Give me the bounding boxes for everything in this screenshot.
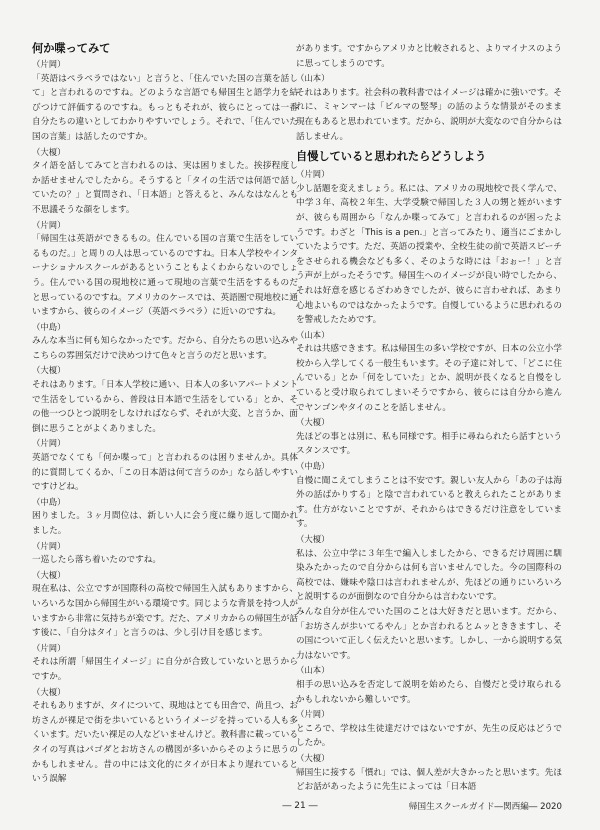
section-heading: 何か喋ってみて (32, 42, 111, 55)
publication-title: 帰国生スクールガイド―関西編― 2020 (408, 802, 562, 812)
dialogue-text: それはあります。「日本人学校に通い、日本人の多いアパートメントで生活をしているから、普段は日本語で生活をしている」とか、その他一つひとつ説明をしなければならず、それが大変、と言うか、面倒に思うことがよくありました。 (32, 380, 298, 434)
speaker-label: （片岡） (32, 438, 66, 449)
speaker-label: （大榎） (296, 752, 330, 763)
speaker-label: （大榎） (296, 417, 330, 428)
right-dialogue-pre (296, 71, 562, 144)
speaker-label: （中島） (32, 321, 66, 332)
dialogue-text: それは所謂「帰国生イメージ」に自分が合致していないと思うからですか。 (32, 657, 298, 682)
dialogue-text: みんな自分が住んでいた国のことは大好きだと思います。だから、「お坊さんが歩いてるやん」とか言われるとムッとききますし、その国について正しく伝えたいと思います。しかし、一から説明する気力はないです。 (296, 606, 562, 661)
dialogue-text: それはあります。社会科の教科書ではイメージは確かに強いです。それに、ミャンマーは「ビルマの竪琴」の話のような情景がそのまま現在もあると思われています。だから、説明が大変なので自分からは話しません。 (296, 87, 562, 142)
speaker-label: （中島） (32, 496, 66, 507)
speaker-label: （片岡） (32, 59, 66, 69)
dialogue-text: みんな本当に何も知らなかったです。だから、自分たちの思い込みやこちらの雰囲気だけで決めつけて色々と言うのだと思います。 (32, 336, 298, 361)
dialogue-text: 少し話題を変えましょう。私には、アメリカの現地校で長く学んで、中学３年、高校２年生、大学受験で帰国した３人の甥と姪がいますが、彼らも周囲から「なんか喋ってみて」と言われるのが困ったようです。わざと「This is a pen.」と言ってみたり、適当にごまかしていたようです。ただ、英語の授業や、全校生徒の前で英語スピーチをさせられる機会なども多く、そのような時には「おぉー！」と言う声が上がったそうです。帰国生へのイメージが良い時でしたから、それは好意を感じるざわめきでしたが、彼らに言わせれば、あまり心地よいものではなかったようです。自慢しているように思われるのを警戒したためです。 (296, 183, 562, 326)
dialogue-text: 私は、公立中学に３年生で編入しましたから、できるだけ周囲に馴染みたかったので自分からは何も言いませんでした。今の国際科の高校では、嫌味や陰口は言われませんが、先ほどの通りにいろいろと説明するのが面倒なので自分からは言わないです。 (296, 548, 562, 603)
dialogue-text: 「英語はペラペラではない」と言うと、「住んでいた国の言葉を話して」と言われるのですね。どのような言語でも帰国生と語学力を結びつけて評価するのですね。もっともそれが、彼らにとっては一番自分たちの違いとしてわかりやすいでしょう。それで、「住んでいた国の言葉」は話したのですか。 (32, 73, 298, 142)
speaker-label: （片岡） (32, 540, 66, 551)
dialogue-text: 一巡したら落ち着いたのですね。 (32, 555, 161, 566)
dialogue-text: 相手の思い込みを否定して説明を始めたら、自慢だと受け取られるかもしれないから難しいです。 (296, 679, 562, 705)
speaker-label: （大榎） (296, 534, 330, 544)
page-number: ― 21 ― (282, 801, 318, 811)
speaker-label: （山本） (296, 665, 330, 676)
speaker-label: （片岡） (296, 709, 330, 720)
dialogue-text: 帰国生に接する「慣れ」では、個人差が大きかったと思います。先ほどお話があったように先生によっては「日本語 (296, 767, 562, 793)
dialogue-text: 困りました。３ヶ月間位は、新しい人に会う度に繰り返して聞かれました。 (32, 511, 298, 536)
dialogue-text: 先ほどの事とは別に、私も同様です。相手に尋ねられたら話すというスタンスです。 (296, 431, 562, 457)
speaker-label: （大榎） (32, 365, 66, 376)
dialogue-text: があります。ですからアメリカと比較されると、よりマイナスのように思ってしまうのです。 (296, 44, 562, 69)
dialogue-text: 現在私は、公立ですが国際科の高校で帰国生入試もありますから、いろいろな国から帰国生がいる環境です。同じような背景を持つ人がいますから非常に気持ちが楽です。だた、アメリカからの帰国生が話す後に、「自分はタイ」と言うのは、少し引け目を感じます。 (32, 584, 298, 639)
right-column (296, 42, 562, 795)
dialogue-text: 英語でなくても「何か喋って」と言われるのは困りませんか。具体的に質問してくるか、「この日本語は何て言うのか」なら話しやすいですけどね。 (32, 453, 298, 493)
speaker-label: （大榎） (32, 569, 66, 580)
left-column (32, 42, 298, 787)
speaker-label: （大榎） (32, 146, 66, 157)
section-heading: 自慢していると思われたらどうしよう (296, 150, 487, 164)
dialogue-text: ところで、学校は生徒達だけではないですが、先生の反応はどうでしたか。 (296, 723, 562, 749)
speaker-label: （片岡） (32, 642, 66, 653)
speaker-label: （山本） (296, 329, 330, 340)
dialogue-text: 自慢に聞こえてしまうことは不安です。親しい友人から「あの子は海外の話ばかりする」と陰で言われていると教えられたことがあります。仕方がないことですが、それからはできるだけ注意をしています。 (296, 475, 562, 530)
right-dialogue (296, 167, 562, 795)
dialogue-text: タイ語を話してみてと言われるのは、実は困りました。挨拶程度しか話せませんでしたから。そうすると「タイの生活では何語で話していたの？」と質問され、「日本語」と答えると、みんなはなんとも不思議そうな顔をします。 (32, 161, 298, 215)
dialogue-text: それは共感できます。私は帰国生の多い学校ですが、日本の公立小学校から入学してくる一般生もいます。その子達に対して、「どこに住んでいる」とか「何をしていた」とか、説明が長くなると自慢をしていると受け取られてしまいそうですから、彼らには自分から進んでヤンゴンやタイのことを話しません。 (296, 344, 562, 413)
speaker-label: （片岡） (296, 169, 330, 180)
speaker-label: （大榎） (32, 686, 66, 697)
dialogue-text: 「帰国生は英語ができるもの。住んでいる国の言葉で生活をしているものだ。」と周りの人は思っているのですね。日本人学校やインターナショナルスクールがあるということもよくわからないのでしょう。住んでいる国の現地校に通って現地の言葉で生活をするものだと思っているのですね。アメリカのケースでは、英語圏で現地校に通いますから、彼らのイメージ（英語ペラペラ）に近いのですね。 (32, 234, 298, 318)
dialogue-text: それもありますが、タイについて、現地はとても田舎で、尚且つ、お坊さんが裸足で街を歩いているというイメージを持っている人も多くいます。だいたい裸足の人などいませんけど。教科書に載っているタイの写真はパゴダとお坊さんの構図が多いからそのように思うのかもしれません。昔の中には文化的にタイが日本より遅れているという誤解 (32, 701, 298, 785)
speaker-label: （中島） (296, 461, 330, 472)
speaker-label: （山本） (296, 73, 330, 84)
speaker-label: （片岡） (32, 219, 66, 230)
left-dialogue (32, 57, 298, 787)
